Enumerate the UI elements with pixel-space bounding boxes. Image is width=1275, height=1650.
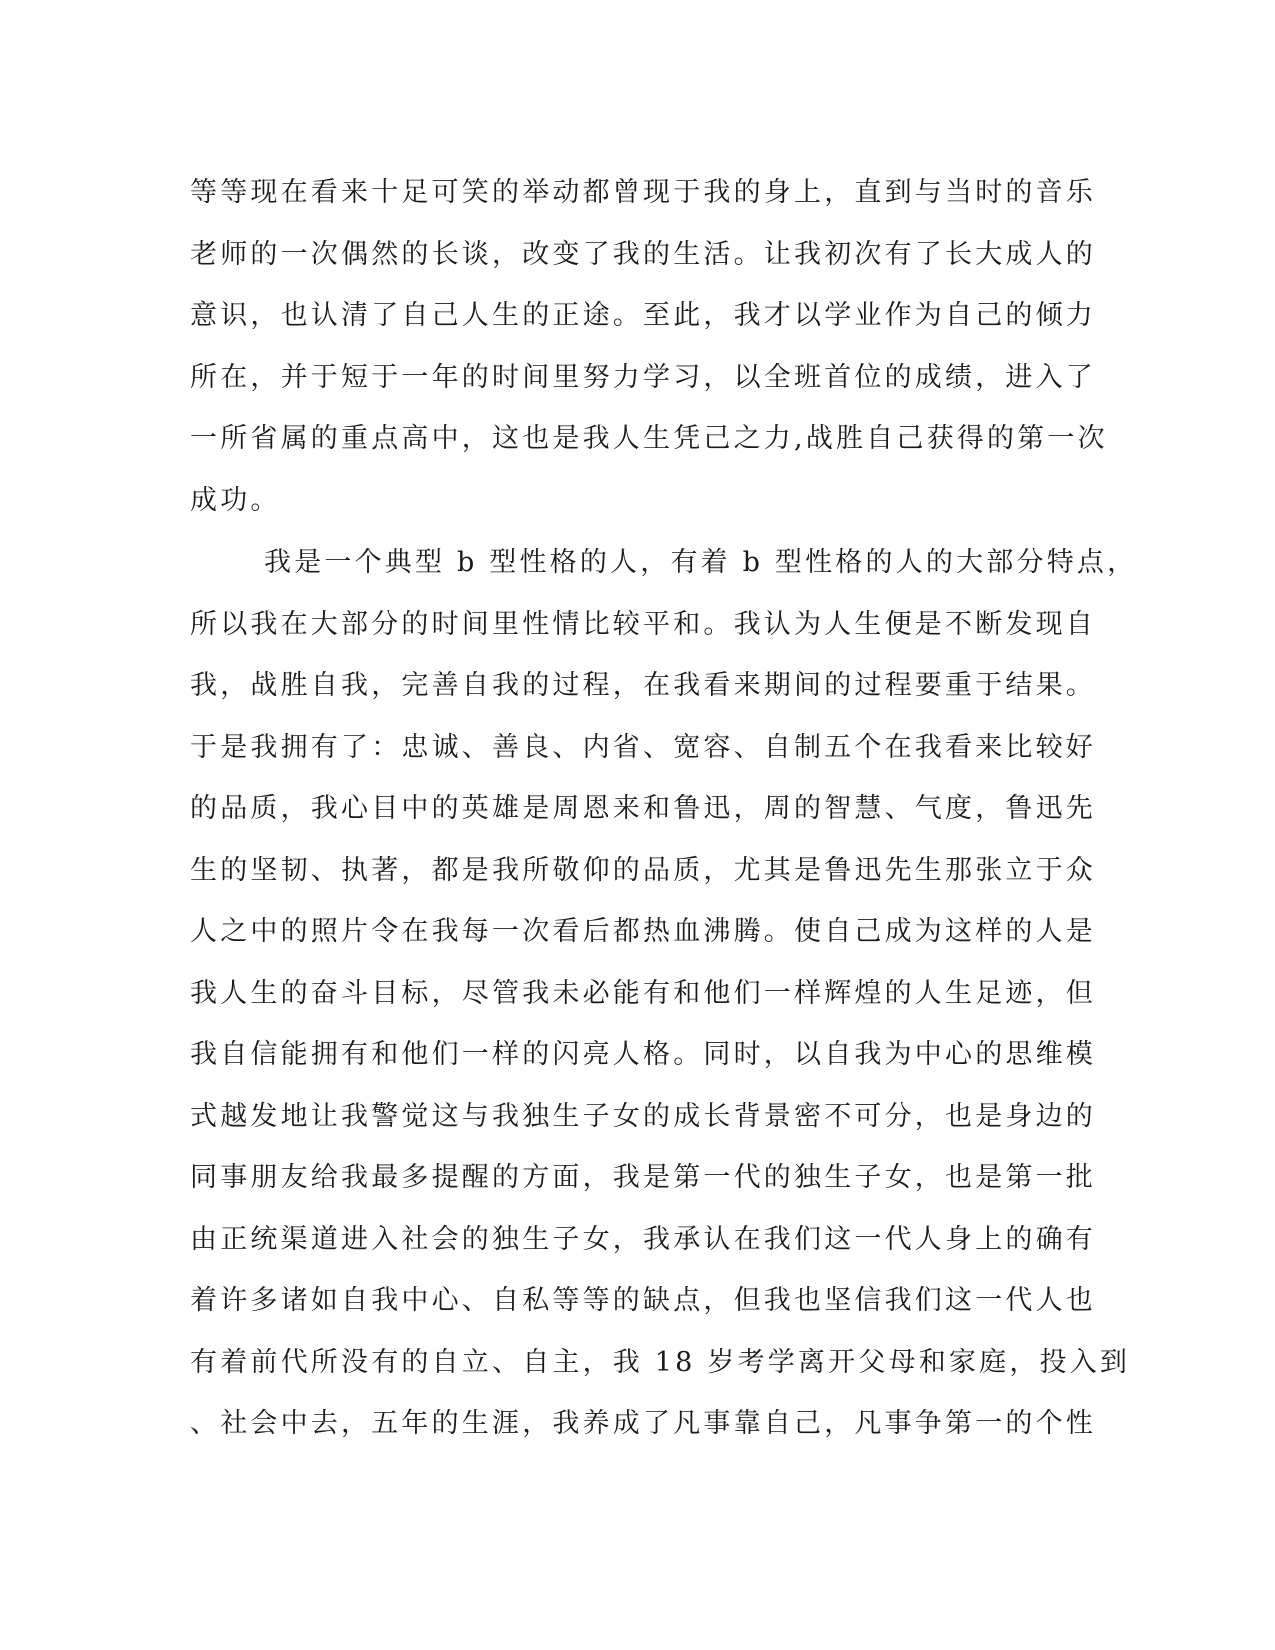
text-line: 一所省属的重点高中，这也是我人生凭己之力,战胜自己获得的第一次 [190, 423, 1108, 454]
paragraph-2 [190, 532, 1138, 1455]
text-line: 我人生的奋斗目标，尽管我未必能有和他们一样辉煌的人生足迹，但 [190, 977, 1096, 1009]
text-line: 所在，并于短于一年的时间里努力学习，以全班首位的成绩，进入了 [190, 361, 1096, 393]
text-line: 我，战胜自我，完善自我的过程，在我看来期间的过程要重于结果。 [190, 670, 1096, 701]
text-line: 人之中的照片令在我每一次看后都热血沸腾。使自己成为这样的人是 [190, 916, 1096, 947]
text-line: 意识，也认清了自己人生的正途。至此，我才以学业作为自己的倾力 [190, 300, 1096, 331]
text-line: 着许多诸如自我中心、自私等等的缺点，但我也坚信我们这一代人也 [190, 1285, 1096, 1316]
text-line: 我自信能拥有和他们一样的闪亮人格。同时，以自我为中心的思维模 [190, 1039, 1096, 1070]
text-line-indented: 我是一个典型 b 型性格的人，有着 b 型性格的人的大部分特点， [264, 547, 1138, 578]
text-line: 老师的一次偶然的长谈，改变了我的生活。让我初次有了长大成人的 [190, 238, 1096, 270]
text-line: 所以我在大部分的时间里性情比较平和。我认为人生便是不断发现自 [190, 608, 1096, 640]
text-line: 、社会中去，五年的生涯，我养成了凡事靠自己，凡事争第一的个性 [190, 1408, 1096, 1439]
text-line: 成功。 [190, 484, 281, 516]
text-line: 同事朋友给我最多提醒的方面，我是第一代的独生子女，也是第一批 [190, 1162, 1096, 1193]
text-line: 生的坚韧、执著，都是我所敬仰的品质，尤其是鲁迅先生那张立于众 [190, 854, 1096, 886]
text-line: 等等现在看来十足可笑的举动都曾现于我的身上，直到与当时的音乐 [190, 177, 1096, 208]
text-line: 式越发地让我警觉这与我独生子女的成长背景密不可分，也是身边的 [190, 1100, 1096, 1132]
text-line: 于是我拥有了：忠诚、善良、内省、宽容、自制五个在我看来比较好 [190, 731, 1096, 763]
paragraph-1 [190, 162, 1108, 531]
text-line: 有着前代所没有的自立、自主，我 18 岁考学离开父母和家庭，投入到 [190, 1346, 1131, 1378]
text-line: 由正统渠道进入社会的独生子女，我承认在我们这一代人身上的确有 [190, 1223, 1096, 1255]
text-line: 的品质，我心目中的英雄是周恩来和鲁迅，周的智慧、气度，鲁迅先 [190, 793, 1096, 824]
